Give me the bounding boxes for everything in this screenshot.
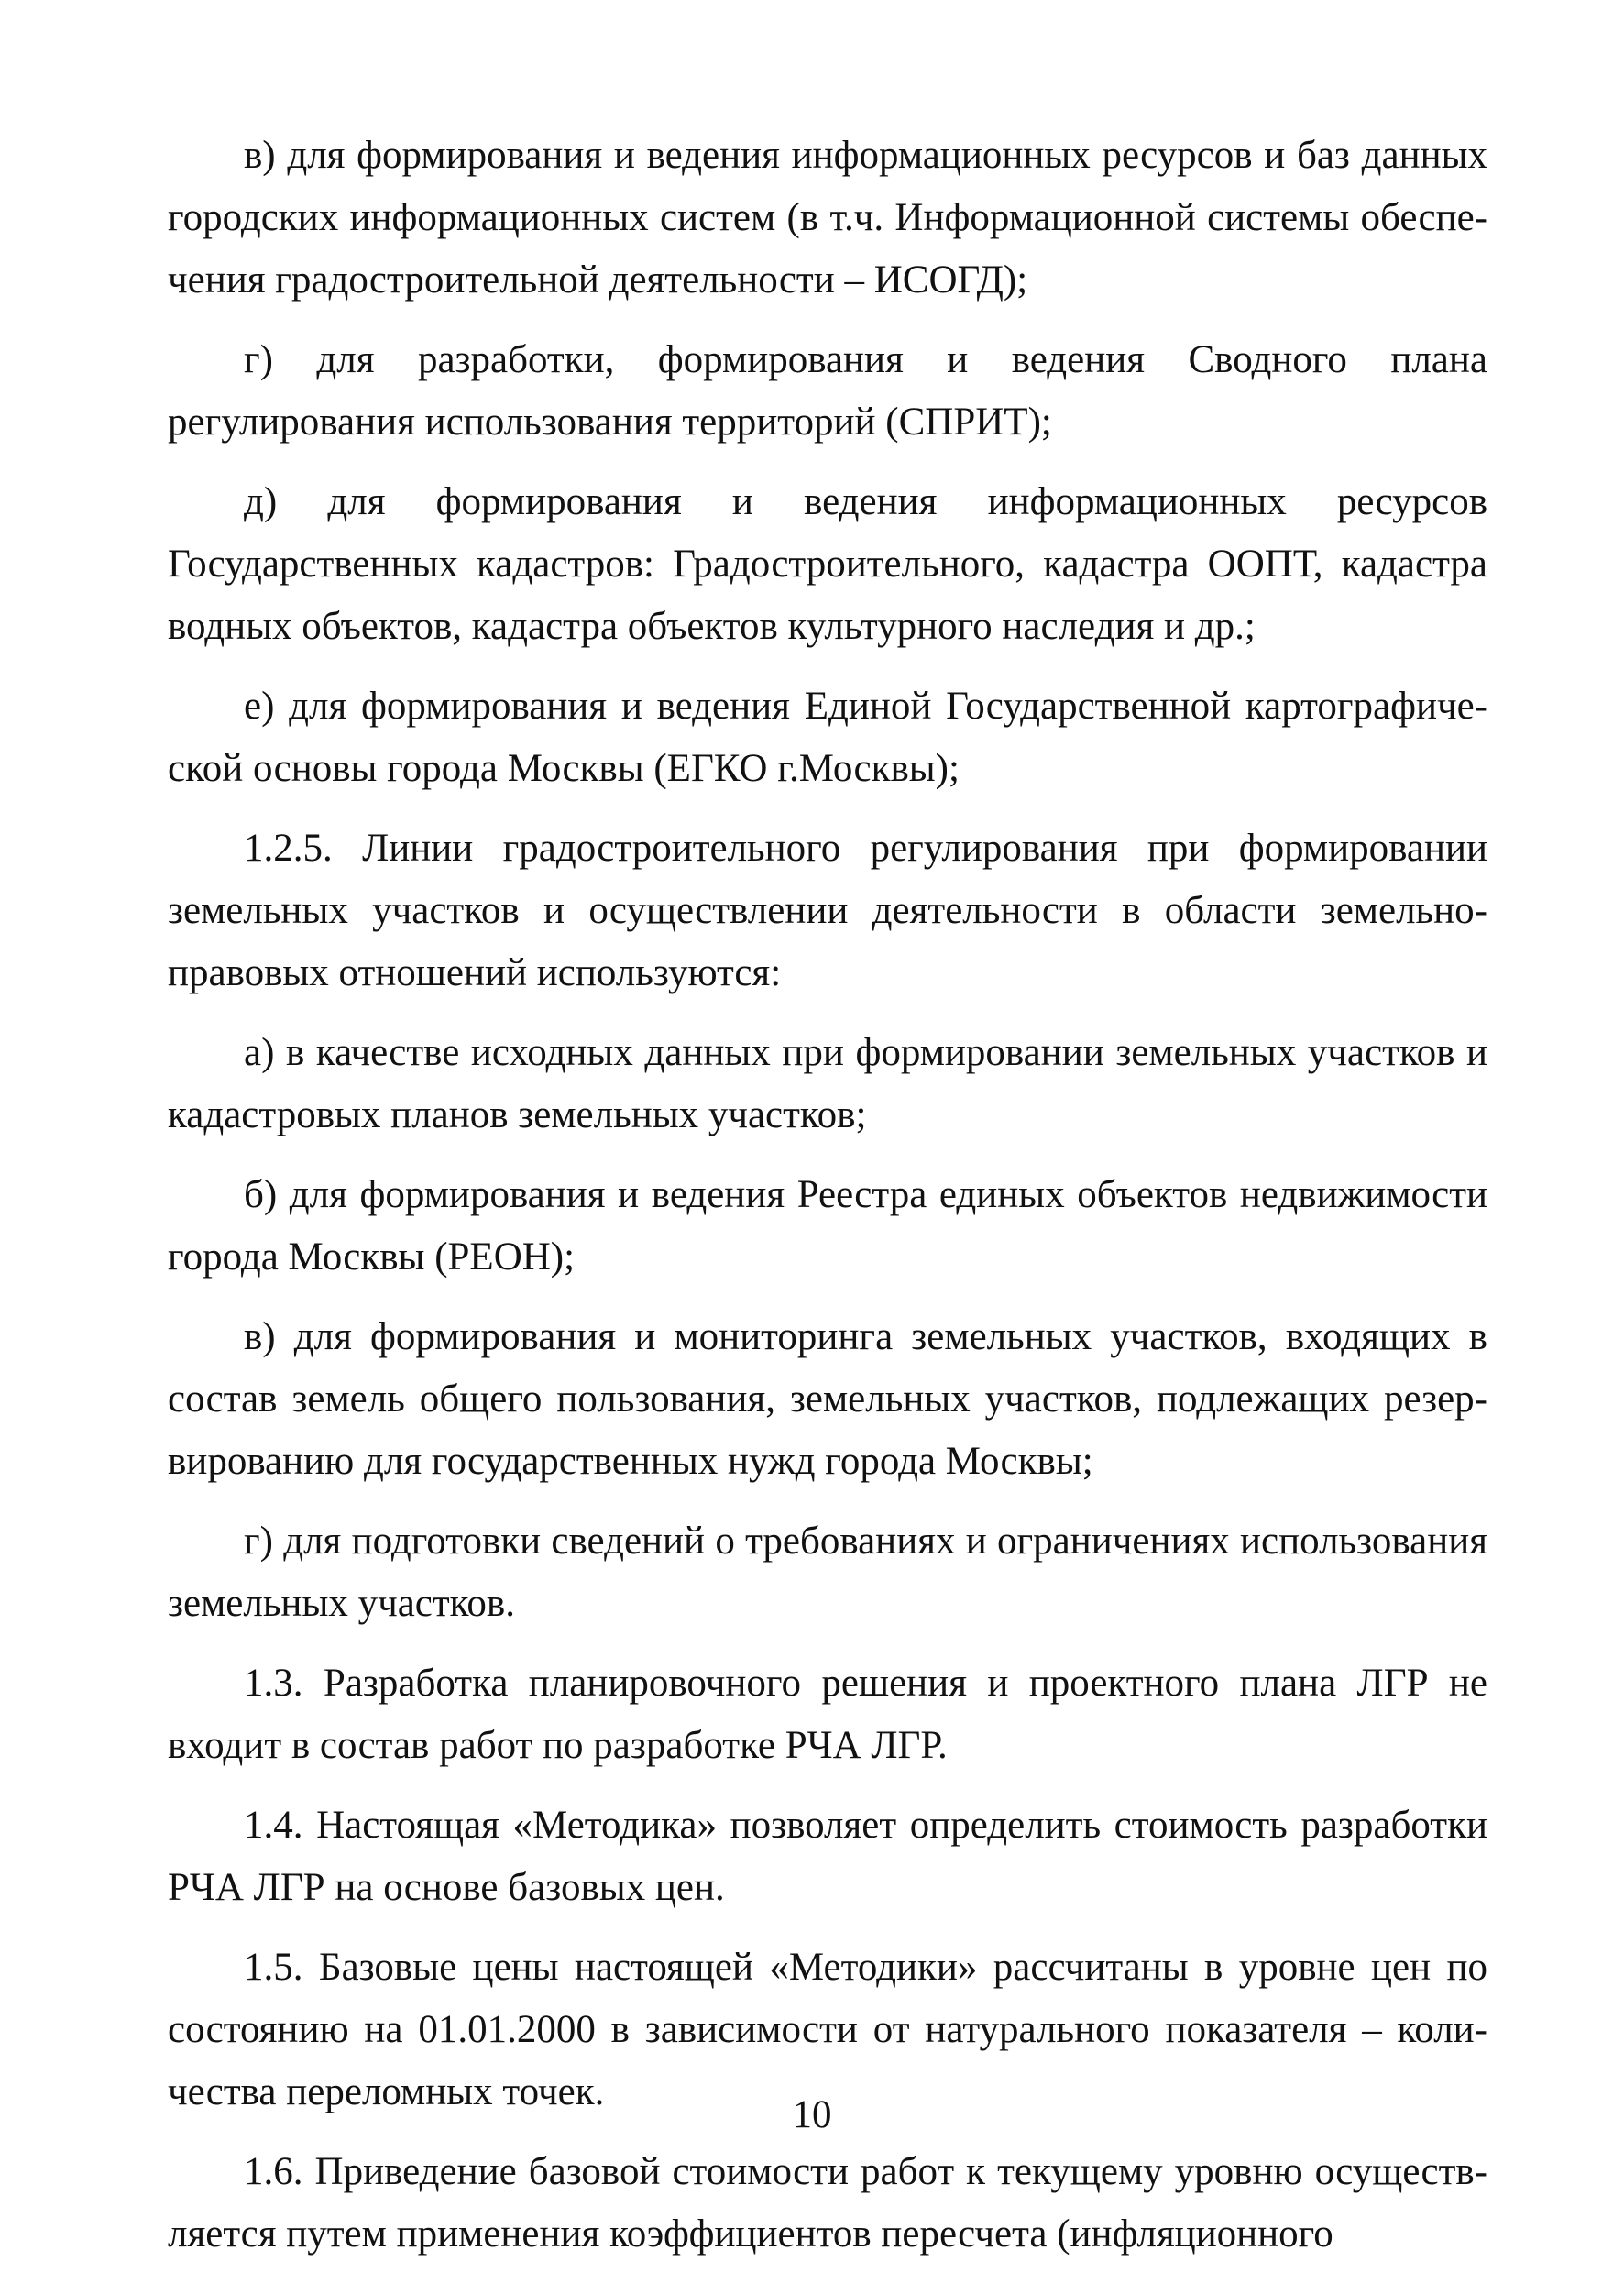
paragraph-1-5: 1.5. Базовые цены настоящей «Методики» рассчитаны в уровне цен по состоянию на 01.01.2000 в зависимости от натурального показателя – количества переломных точек. [168,1946,1487,2113]
paragraph-1-4: 1.4. Настоящая «Методика» позволяет определить стоимость разработки РЧА ЛГР на основе базовых цен. [168,1804,1487,1909]
document-body [168,125,1487,2283]
paragraph-v-monitoring: в) для формирования и мониторинга земельных участков, входящих в состав земель общего пользования, земельных участков, подлежащих резервированию для государственных нужд города Москвы; [168,1315,1487,1483]
paragraph-b-reon: б) для формирования и ведения Реестра единых объектов недвижимости города Москвы (РЕОН); [168,1173,1487,1279]
paragraph-g-sprit: г) для разработки, формирования и ведения Сводного плана регулирования использования территорий (СПРИТ); [168,338,1487,444]
paragraph-d-cadastres: д) для формирования и ведения информационных ресурсов Государственных кадастров: Градостроительного, кадастра ООПТ, кадастра водных объектов, кадастра объектов культурного наследия и др.; [168,480,1487,648]
paragraph-1-3: 1.3. Разработка планировочного решения и проектного плана ЛГР не входит в состав работ по разработке РЧА ЛГР. [168,1662,1487,1767]
paragraph-e-egko: е) для формирования и ведения Единой Государственной картографической основы города Москвы (ЕГКО г.Москвы); [168,685,1487,790]
paragraph-1-6: 1.6. Приведение базовой стоимости работ к текущему уровню осуществляется путем применения коэффициентов пересчета (инфляционного [168,2150,1487,2256]
paragraph-v-info-resources: в) для формирования и ведения информационных ресурсов и баз данных городских информационных систем (в т.ч. Информационной системы обеспечения градостроительной деятельности – ИСОГД); [168,134,1487,302]
paragraph-1-2-5: 1.2.5. Линии градостроительного регулирования при формировании земельных участков и осуществлении деятельности в области земельно-правовых отношений используются: [168,827,1487,994]
paragraph-a-initial-data: а) в качестве исходных данных при формировании земельных участков и кадастровых планов земельных участков; [168,1031,1487,1136]
paragraph-g-requirements: г) для подготовки сведений о требованиях и ограничениях использования земельных участков. [168,1520,1487,1625]
page-number: 10 [792,2093,832,2136]
